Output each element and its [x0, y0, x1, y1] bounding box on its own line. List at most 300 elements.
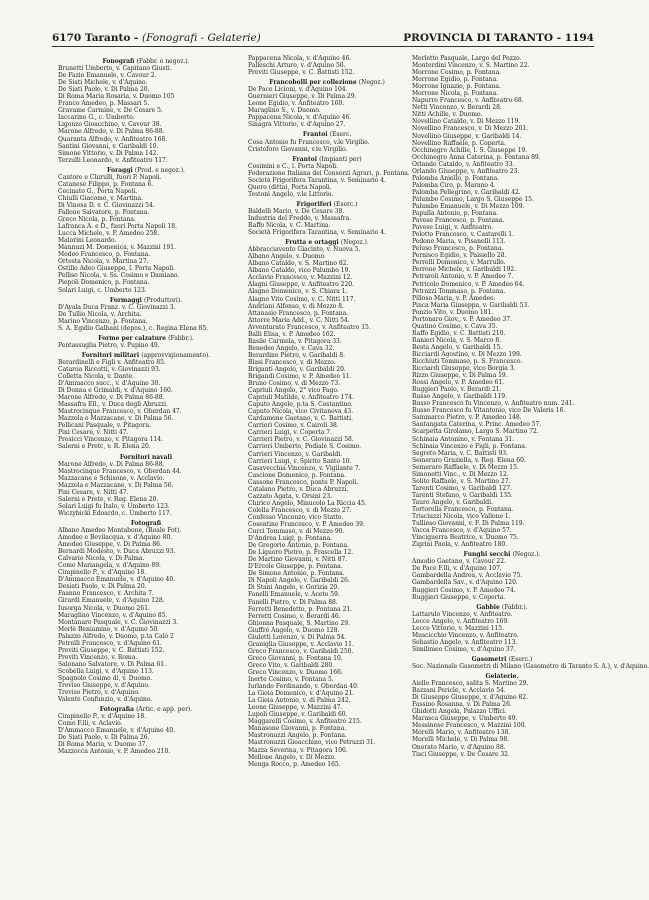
directory-entry: Solito Raffaele, v. S. Martino 27.	[412, 477, 511, 485]
category-title: Fotografi	[130, 519, 162, 527]
directory-entry: Como F.lli, v. Aclavio.	[58, 720, 123, 728]
section-name: (Fonografi - Gelaterie)	[142, 32, 261, 44]
directory-entry: Greco Vincenzo, v. Duomo 166.	[248, 668, 343, 676]
directory-entry: Federazione Italiana dei Consorzi Agrari, p. Fontana.	[248, 169, 410, 177]
category-heading	[58, 352, 234, 359]
directory-entry: Treviso Giuseppe, v. d'Aquino.	[58, 682, 150, 690]
directory-entry: Fanelli Emanuele, v. Aceto 59.	[248, 591, 340, 599]
province-name: PROVINCIA DI TARANTO	[403, 32, 554, 44]
directory-entry: Società Frigorifera Tarantina, v. Seminario 4.	[248, 176, 387, 184]
category-note: (Eserc.)	[508, 655, 533, 663]
category-title: Forme per calzature	[98, 334, 166, 342]
directory-entry: Tortorella Francesco, p. Fontana.	[412, 506, 514, 513]
directory-entry: Leone Egidio, v. Anfiteatro 160.	[248, 100, 345, 108]
category-note: (Artic. e app. per).	[136, 706, 193, 714]
directory-entry: Perrelli Domenico, v. Marrullo.	[412, 259, 506, 267]
directory-entry: Resta Angelo, v. Garibaldi 15.	[412, 343, 503, 351]
directory-entry: Mazzola e Mazzacane, v. Di Palma 56.	[58, 415, 174, 423]
directory-entry: Wiczybicki Edoardo, c. Umberto 117.	[58, 509, 172, 517]
directory-entry: Gambardella Andrea, v. Acclavio 75.	[412, 572, 523, 580]
directory-entry: S. A. Egidio Galbani (depos.), c. Regina Elena 85.	[58, 324, 209, 332]
directory-entry: Alagno Vito Cosimo, v. C. Nitti 117.	[248, 295, 356, 303]
directory-entry: Previti Giuseppe, v. C. Battisti 152.	[248, 69, 355, 77]
directory-entry: Ghionna Pasquale, S. Martino 29.	[248, 619, 350, 627]
directory-entry: Aiello Francesco, salita S. Martino 29.	[412, 680, 529, 688]
directory-entry: Sinagra Vittorio, v. d'Aquino 27.	[248, 121, 346, 129]
directory-entry: D'Andrea Luigi, p. Fontana.	[248, 535, 333, 543]
directory-entry: Maraglino S., v. Duomo.	[248, 107, 321, 115]
directory-entry: Cosimini e C., l. Porta Napoli.	[248, 162, 338, 170]
category-heading	[248, 239, 406, 246]
directory-entry: Graniglia Giuseppe, v. Acclavio 11.	[248, 640, 354, 648]
category-note: (Eserc.)	[333, 200, 358, 208]
directory-entry: Palazzo Alfredo, v. Duomo, p.ta Calò 2	[58, 632, 174, 640]
directory-entry: Morrone Cosimo, p. Fontana.	[412, 69, 502, 77]
category-title: Gelaterie.	[485, 673, 519, 681]
directory-entry: Iurlando Ferdinando, v. Oberdan 40.	[248, 683, 359, 691]
directory-entry: Brigandi Cosimo, v. P. Amedeo 11.	[248, 373, 352, 381]
category-heading	[248, 131, 406, 138]
directory-entry: Cazzato Agata, v. Orsini 23.	[248, 492, 333, 500]
directory-entry: De Pace F.lli, v. d'Aquino 107.	[412, 565, 502, 573]
directory-entry: Cimpinello P., v. d'Aquino 18.	[58, 713, 147, 721]
column-1	[58, 55, 234, 880]
directory-entry: Mannuzi M. Domenica, v. Mazzini 191.	[58, 244, 176, 252]
directory-entry: Orlando Giuseppe, v. Anfiteatro 23.	[412, 167, 520, 175]
directory-entry: Di Vinosa D. v. C. Giovinazzi 54.	[58, 201, 155, 209]
header-right: PROVINCIA DI TARANTO - 1194	[403, 32, 594, 44]
directory-entry: Marasca Giuseppe, v. Umberto 49.	[412, 715, 518, 723]
directory-entry: Marone Alfredo, v. Di Palma 86-88.	[58, 460, 165, 468]
directory-entry: Desiati Paolo, v. Di Palma 20.	[58, 583, 147, 591]
directory-entry: Portonaro Giov., v. P. Amedeo 37.	[412, 315, 513, 323]
directory-entry: Iusorga Nicola, v. Duomo 261.	[58, 604, 150, 612]
directory-entry: Curci Tommaso, v. di Mezzo 90.	[248, 528, 345, 536]
directory-entry: D'Ammacco Emanuele, v. d'Aquino 40.	[58, 576, 176, 584]
directory-entry: Maraglino Vincenzo, v. d'Aquino 85.	[58, 611, 168, 619]
directory-entry: Quaranta Alfredo, v. Anfiteatro 168.	[58, 135, 168, 143]
directory-entry: Occhinegro Achille, l. S. Giuseppe 19.	[412, 146, 528, 154]
category-heading	[58, 706, 234, 713]
directory-entry: De Martino Giovanni, v. Nitti 87.	[248, 556, 348, 564]
directory-entry: Marone Alfredo, v. Di Palma 86-88.	[58, 128, 165, 136]
directory-entry: Tarenti Cosimo, v. Garibaldi 127.	[412, 484, 512, 492]
directory-entry: Valente Confunzio, v. d'Aquino.	[58, 696, 153, 704]
directory-entry: Avventurato Francesco, v. Anfiteatro 15.	[248, 323, 371, 331]
directory-entry: Pellicani Pasquale, v. Pitagora.	[58, 422, 151, 430]
category-title: Frantoi	[292, 155, 318, 163]
directory-entry: Caputo Angelo, p.ta S. Costantino.	[248, 401, 353, 409]
page-header	[52, 32, 594, 47]
directory-entry: Calvario Nicola, v. Di Palma.	[58, 555, 145, 563]
directory-entry: Similimeo Cosimo, v. d'Aquino 37.	[412, 645, 516, 653]
directory-entry: Di Roma Maria Rosaria, v. Duomo 105	[58, 93, 175, 101]
directory-entry: Palumbo Emanuele, v. Di Mezzo 109.	[412, 202, 525, 210]
directory-entry: Morrone Ignazio, p. Fontana.	[412, 83, 501, 91]
directory-entry: Mazzacane e Schisone, v. Acclavio.	[58, 474, 165, 482]
directory-entry: Attanasio Francesco, p. Fontana.	[248, 309, 349, 317]
category-heading	[248, 79, 406, 86]
directory-entry: Di Stani Angelo, v. Gorizia 20.	[248, 584, 340, 592]
directory-entry: Palumbo Cosimo, Largo S. Giuseppe 15.	[412, 195, 534, 203]
directory-entry: Di Donna e Grimaldi, v. d'Aquino 160.	[58, 387, 173, 395]
directory-entry: Simone Vittorio, v. Di Palma 142.	[58, 149, 159, 157]
directory-entry: Berardinelli e Figli v. Anfiteatro 85.	[58, 358, 166, 366]
directory-entry: Pavese Francesco, p. Fontana.	[412, 217, 505, 225]
directory-entry: Perrone Michele, v. Garibaldi 192.	[412, 266, 517, 274]
directory-entry: Salerni e Prete, v. Reg. Elena 20.	[58, 495, 159, 503]
directory-entry: Albano Amedeo Montabone, (Reale Fot).	[58, 527, 182, 534]
directory-entry: Raffo Egidio, v. C. Battisti 210.	[412, 329, 506, 337]
directory-entry: Novellino Giuseppe, v. Garibaldi 14.	[412, 132, 522, 140]
directory-entry: Schinaia Vincenzo e Figli, p. Fontana.	[412, 442, 527, 450]
directory-entry: Industria del Freddo, v. Massafra.	[248, 214, 352, 222]
directory-entry: Amodeo e Bevilacqua, v. d'Aquino 80.	[58, 534, 173, 542]
directory-entry: Tarenti Stefano, v. Garibaldi 135.	[412, 491, 513, 499]
directory-entry: Papulla Antonio, p. Fontana.	[412, 210, 499, 218]
category-title: Fornitori militari	[81, 351, 140, 359]
directory-entry: Petraroli Antonio, v. P. Amedeo 7.	[412, 273, 514, 281]
directory-entry: Cardamone Gaetano, v. C. Battisti.	[248, 415, 354, 423]
category-title: Francobolli per collezione	[269, 79, 357, 87]
directory-entry: Santangata Caterina, v. Princ. Amedeo 57.	[412, 421, 542, 429]
directory-entry: Pini Cesare, v. Nitti 47.	[58, 429, 129, 437]
directory-entry: Segreto Maria, v. C. Battisti 93.	[412, 449, 509, 457]
directory-entry: Montanaro Pasquale, v. C. Giovinazzi 3.	[58, 618, 179, 626]
directory-entry: Bazzani Pericle, v. Acclavio 54.	[412, 687, 506, 695]
category-note: (Impianti per)	[319, 155, 362, 163]
directory-entry: Palomba Ciro, p. Marano 4.	[412, 181, 496, 189]
directory-entry: Bernardi Modesto, v. Duca Abruzzi 93.	[58, 548, 176, 556]
directory-entry: Ricciardi Agostino, v. Di Mezzo 199.	[412, 350, 522, 358]
directory-entry: Pappacena Nicola, v. d'Aquino 46.	[248, 55, 352, 62]
directory-entry: Lecce Vittorio, v. Mazzini 115.	[412, 624, 505, 632]
column-2	[248, 55, 410, 880]
directory-entry: Ponzio Vito, v. Duomo 181.	[412, 308, 494, 316]
directory-entry: Cristoforo Giovanni, v.le Virgilio.	[248, 145, 348, 153]
directory-entry: Pelotto Francesco, v. Castarelli 1.	[412, 231, 514, 239]
directory-entry: Ricchiuti Tommaso, p. S. Francesco.	[412, 358, 523, 366]
directory-entry: Nitti Achille, v. Duomo.	[412, 111, 483, 119]
directory-entry: Mastrocinque Francesco, v. Oberdan 44.	[58, 467, 182, 475]
directory-entry: Alagno Domenico, v. S. Chiara 1.	[248, 288, 348, 296]
directory-entry: Basile Carmela, v. Pitagora 33.	[248, 337, 342, 345]
directory-entry: Bruno Cosimo, v. di Mezzo 73.	[248, 380, 341, 388]
directory-entry: Gambardella Sav., v. d'Aquino 120.	[412, 579, 518, 587]
directory-entry: Scarpetta Girolamo, Largo S. Martino 72.	[412, 428, 539, 436]
directory-entry: Pilloso Maria, v. P. Amedeo.	[412, 294, 496, 302]
directory-entry: Ghidotti Angela, Palazzo Uffici.	[412, 708, 507, 716]
directory-entry: Chiulli Giacomo, v. Martina.	[58, 194, 144, 202]
directory-entry: Zigrini Paola, v. Anfiteatro 180.	[412, 541, 508, 549]
directory-entry: Novellino Francesco, v. Di Mezzo 201.	[412, 125, 529, 133]
directory-entry: Sammarco Pietro, v. P. Amedeo 148.	[412, 414, 522, 422]
directory-entry: Pernisco Egidio, v. Paisiello 28.	[412, 252, 507, 260]
directory-entry: Girardi Emanuele, v. d'Aquino 128.	[58, 597, 165, 605]
directory-entry: Guernieri Giuseppe, v. Di Palma 29.	[248, 93, 357, 101]
directory-entry: De Gregorio Antonio, p. Fontana.	[248, 542, 349, 550]
category-title: Formaggi	[109, 296, 142, 304]
directory-entry: Capriuli Angelo, 2° vico Fago.	[248, 387, 339, 395]
directory-entry: Giuletti Lorenzo, v. Di Palma 54.	[248, 633, 347, 641]
directory-entry: Simonetti Vinc., v. Di Mezzo 12.	[412, 470, 509, 478]
directory-entry: Previti Vincenzo, v. Roma.	[58, 653, 138, 661]
directory-entry: Salerni e Pretc, v. R. Elena 20.	[58, 443, 151, 451]
directory-entry: Franco Amedeo, p. Massari 5.	[58, 100, 150, 108]
directory-entry: Salonano Salvatore, v. Di Palma 61.	[58, 660, 166, 668]
directory-entry: Quero (ditta), Porta Napoli.	[248, 183, 332, 191]
directory-entry: Colella Francesco, v. di Mezzo 27.	[248, 506, 352, 514]
directory-entry: Raffo Nicola, v. C. Martina.	[248, 222, 331, 230]
directory-entry: Treviso Pietro, v. d'Aquino.	[58, 689, 140, 697]
directory-entry: Malorini Leonardo.	[58, 237, 117, 245]
directory-entry: Petrazzi Tommaso, p. Fontana.	[412, 287, 506, 295]
directory-entry: Marone Alfredo, v. Di Palma 86-88.	[58, 394, 165, 402]
directory-entry: De Pace Licioni, v. d'Aquino 104.	[248, 86, 348, 94]
directory-entry: Greco Vito, v. Garibaldi 280.	[248, 661, 335, 669]
directory-entry: Ruggieri Giuseppe, v. Coperta.	[412, 593, 506, 601]
directory-entry: Quatino Cosimo, v. Cava 35.	[412, 322, 498, 330]
directory-entry: Mazzola e Mazzacane, v. Di Palma 56.	[58, 481, 174, 489]
directory-entry: Marino Vincenzo, p. Fontana.	[58, 317, 148, 325]
directory-entry: Pelliso Nicola, v. Ss. Cosimo e Damiano.	[58, 272, 180, 280]
directory-entry: Gravame Carmine, v. De Cesare 5.	[58, 107, 163, 115]
directory-entry: Fallone Salvatore, p. Fontana.	[58, 208, 150, 216]
page-number-right: 1194	[564, 32, 594, 44]
category-heading	[58, 520, 234, 527]
directory-entry: Mastronuzzi Gioacchino, vico Petruzzi 31.	[248, 739, 376, 747]
directory-entry: Netti Vincenzo, v. Berardi 28.	[412, 104, 502, 112]
directory-entry: Carrieri Cosimo, v. Cairoli 38.	[248, 422, 339, 430]
category-heading	[58, 167, 234, 174]
directory-entry: Brunetti Umberto, v. Capitano Giusti.	[58, 65, 172, 73]
directory-entry: Sebastio Angelo, v. Anfiteatro 113.	[412, 638, 518, 646]
category-title: Frigoriferi	[296, 200, 332, 208]
column-3	[412, 55, 649, 880]
directory-entry: Palomba Pellegrino, v. Garibaldi 42.	[412, 188, 521, 196]
directory-entry: Chirico Angelo, Minucolo La Riccia 45.	[248, 499, 367, 507]
category-heading	[412, 604, 592, 611]
directory-entry: Tullieso Giovanni, v. F. Di Palma 119.	[412, 520, 525, 528]
directory-entry: Catanese Filippo, p. Fontana 6.	[58, 180, 154, 188]
directory-entry: Faanno Francesco, v. Archita 7.	[58, 590, 154, 598]
directory-entry: Morelli Michele, v. Di Palma 98.	[412, 736, 510, 744]
category-heading	[248, 201, 406, 208]
directory-entry: Cimpinello P., v. d'Aquino 18.	[58, 569, 147, 577]
directory-entry: Carrieri Vincenzo, v. Garibaldi.	[248, 450, 343, 458]
directory-entry: Berardino Pietro, v. Garibaldi 8.	[248, 351, 346, 359]
directory-entry: Baldelli Mario, v. De Cesare 38.	[248, 207, 345, 215]
directory-entry: Attorre Maria Add., v. C. Nitti 54.	[248, 316, 350, 324]
directory-entry: Iaccarino G., c. Umberto.	[58, 114, 135, 122]
directory-entry: Manasone Giovanni, p. Fontana.	[248, 725, 347, 733]
directory-entry: Ligonzo Gioacchino, v. Cavour 38.	[58, 121, 162, 129]
category-title: Fotografia	[99, 706, 134, 714]
directory-entry: Ferretti Cosimo, v. Berardi 46.	[248, 612, 341, 620]
directory-entry: Cecinato G., Porta Napoli.	[58, 187, 138, 195]
directory-entry: D'Ammacco succ., v. d'Aquino 30.	[58, 380, 161, 388]
directory-entry: Tauro Angelo, v. Garibaldi.	[412, 498, 493, 506]
directory-entry: De Siati Paolo, v. Di Palma 26.	[58, 734, 150, 742]
directory-entry: Cataroa Riccotti, v. Giovinazzi 93.	[58, 365, 161, 373]
directory-entry: Lafranca A. e D., fuori Porta Napoli 18.	[58, 223, 177, 231]
directory-entry: Semeraro Raffaele, v. Di Mezzo 15.	[412, 463, 519, 471]
category-note: (Negoz.).	[340, 239, 369, 247]
directory-entry: Scobella Luigi, v. d'Aquino 113.	[58, 667, 154, 675]
directory-entry: Solari Luigi, c. Umberto 123.	[58, 286, 147, 294]
directory-entry: Greco Francesco, v. Garibaldi 250.	[248, 647, 354, 655]
category-heading	[58, 454, 234, 461]
category-title: Frantoi	[302, 131, 328, 139]
directory-entry: Società Frigorifera Tarantina, v. Seminario 4.	[248, 229, 387, 237]
directory-entry: Ostillo Adeo Giuseppe, l. Porta Napoli.	[58, 265, 176, 273]
directory-entry: Napurro Francesco, v. Anfiteatro 68.	[412, 97, 524, 105]
directory-entry: Lattarulo Vincenzo, v. Anfiteatro.	[412, 610, 513, 618]
directory-entry: Balli Elisa, v. P. Amedeo 162.	[248, 330, 336, 338]
directory-entry: Briganti Angelo, v. Garibaldi 20.	[248, 365, 346, 373]
directory-entry: Testoni Angelo, v.le Littorio.	[248, 190, 334, 198]
directory-entry: Greco Giovanni, p. Fontana 10.	[248, 654, 343, 662]
category-title: Fornitori navali	[119, 453, 173, 461]
directory-entry: Casavecchia Vincenzo, v. Vigilante 7.	[248, 464, 361, 472]
directory-entry: Presicci Vincenzo, v. Pitagora 114.	[58, 436, 163, 444]
directory-entry: Previti Giuseppe, v. C. Battisti 152.	[58, 646, 165, 654]
category-note: (Fabbr.).	[501, 603, 528, 611]
directory-entry: Ricciardi Giuseppe, vico Borgia 3.	[412, 365, 516, 373]
category-note: (Produttori).	[144, 296, 183, 304]
category-note: (Fabbr. e negoz.).	[136, 58, 190, 65]
directory-entry: Rizzo Giuseppe, v. Di Palma 19.	[412, 372, 508, 380]
header-left: 6170 Taranto - (Fonografi - Gelaterie)	[52, 32, 261, 44]
directory-entry: Colletta Nicola, v. Dante.	[58, 373, 134, 381]
directory-entry: De Liguoro Pietro, p. Frascella 12.	[248, 549, 354, 557]
directory-entry: Cosa Antonio fu Francesco, v.le Virgilio.	[248, 138, 370, 146]
directory-entry: Pavese Luigi, v. Anfiteatro.	[412, 224, 494, 232]
directory-entry: Palleschi Arturo, v. d'Aquino 50.	[248, 62, 346, 70]
directory-entry: Carrieri Umberto, Podiale S. Cosimo.	[248, 443, 362, 451]
directory-entry: De Siati Paolo, v. Di Palma 20.	[58, 86, 150, 94]
directory-entry: Ruggieri Paolo, v. Berardi 21.	[412, 386, 502, 394]
directory-entry: Morlè Beniamino, v. d'Aquino 50.	[58, 625, 160, 633]
directory-entry: Mazzocca Antonio, v. P. Amedeo 210.	[58, 748, 171, 756]
directory-entry: Massafra Ell., v. Duca degli Abruzzi.	[58, 401, 169, 409]
directory-entry: Trisciuzzi Nicola, vico Vallone 1.	[412, 513, 511, 521]
directory-entry: Maggarelli Cosimo, v. Anfiteatro 215.	[248, 718, 362, 726]
directory-entry: Fassino Rosanna, v. Di Palma 26.	[412, 701, 512, 709]
directory-entry: Abbracciavento Giacinto, v. Nuova 5.	[248, 246, 361, 254]
directory-entry: Benedeo Angelo, v. Cava 32.	[248, 344, 335, 352]
directory-entry: Ortesta Nicola, v. Martina 27.	[58, 258, 149, 266]
directory-entry: Modeo Francesco, p. Fontana.	[58, 251, 151, 259]
directory-entry: Cantore e Chirulli, fuori P. Napoli.	[58, 173, 162, 181]
directory-entry: Petrelli Francesco, v. d'Aquino 61.	[58, 639, 162, 647]
directory-entry: Santini Giovanni, v. Garibaldi 10.	[58, 142, 159, 150]
directory-entry: Giuffrè Angelo, v. Duomo 128.	[248, 626, 340, 634]
page-number-left: 6170	[52, 32, 82, 44]
directory-entry: Amodeo Giuseppe, v. Di Palma 86.	[58, 541, 162, 549]
directory-entry: Messinese Francesco, v. Mazzini 100.	[412, 722, 527, 730]
directory-entry: Cassone Francesco, ponte P. Napoli.	[248, 478, 359, 486]
directory-entry: Andriani Alfonso, v. di Mezzo 8.	[248, 302, 344, 310]
directory-entry: Pini Cesare, v. Nitti 47.	[58, 488, 129, 496]
category-note: (Eserc.	[329, 131, 352, 139]
directory-entry: D'Ayala Duca Franz. v. C. Giovinazzi 3.	[58, 303, 176, 311]
directory-entry: Di Roma Maria, v. Duomo 37.	[58, 741, 148, 749]
directory-entry: De Simone Antonio, p. Fontana.	[248, 570, 345, 578]
directory-entry: La Gioia Domenico, v. d'Aquino 21.	[248, 690, 355, 698]
directory-entry: Ferretti Benedetto, p. Fontana 21.	[248, 605, 353, 613]
directory-entry: De Fazio Emanuele, v. Cavour 2.	[58, 72, 157, 80]
directory-entry: Mazza Severina, v. Pitagora 106.	[248, 746, 348, 754]
directory-entry: Soc. Nazionale Gasometri di Milano (Gasometro di Taranto S. A.), v. d'Aquino.	[412, 662, 649, 670]
directory-entry: Capriuli Matilde, v. Anfiteatro 174.	[248, 394, 354, 402]
directory-entry: De Siati Michele, v. d'Aquino.	[58, 79, 148, 87]
directory-entry: Di Giuseppe Giuseppe, v. d'Aquino 82.	[412, 694, 529, 702]
directory-entry: Morelli Mario, v. Anfiteatro 138.	[412, 729, 511, 737]
category-title: Frutta e ortaggi	[285, 239, 339, 247]
directory-entry: Albano Cataldo, v. S. Martino 82.	[248, 260, 349, 268]
directory-entry: Semeraro Graziella, v. Reg. Elena 60.	[412, 456, 526, 464]
directory-entry: Tisci Giuseppe, v. De Cesare 32.	[412, 750, 510, 758]
directory-entry: Di Napoli Angelo, v. Garibaldi 26.	[248, 577, 350, 585]
category-note: (Negoz.)	[358, 79, 385, 87]
category-note: (Fabbr.).	[168, 334, 194, 342]
directory-entry: Peluso Francesco, p. Fontana.	[412, 245, 504, 253]
directory-entry: Schinaia Antonino, v. Fontana 31.	[412, 435, 515, 443]
directory-entry: Solari Luigi fu Italo, v. Umberto 123.	[58, 502, 170, 510]
directory-entry: Piepoli Domenico, p. Fontana.	[58, 279, 150, 287]
category-note: (Prod. e negoz.).	[134, 166, 185, 174]
directory-entry: Albano Angelo, v. Duomo.	[248, 253, 326, 261]
category-heading	[58, 58, 234, 65]
category-title: Foraggi	[107, 166, 133, 174]
directory-entry: De Tullio Nicola, v. Archita.	[58, 310, 142, 318]
directory-entry: Catalano Pietro, v. Duca Abruzzi.	[248, 485, 349, 493]
directory-entry: Pappacena Nicola, v. d'Aquino 46.	[248, 114, 352, 122]
category-title: Gabbie	[476, 603, 500, 611]
category-heading	[58, 297, 234, 304]
directory-entry: Carrieri Luigi, v. Coperta 7.	[248, 429, 332, 437]
directory-entry: Orlando Cataldo, v. Anfiteatro 33.	[412, 160, 515, 168]
category-heading	[412, 673, 592, 680]
directory-entry: Inerte Cosimo, v. Fontana 5.	[248, 676, 334, 684]
directory-entry: Lupoli Giuseppe, v. Garibaldi 60.	[248, 711, 348, 719]
category-heading	[412, 551, 592, 558]
directory-entry: Monterdini Vincenzo, v. S. Martino 22.	[412, 62, 530, 70]
directory-entry: Menga Rocco, p. Amedeo 165.	[248, 760, 341, 768]
directory-entry: Occhinegro Anna Caterina, p. Fontana 89.	[412, 153, 541, 161]
directory-entry: Novellino Cataldo, v. Di Mezzo 119.	[412, 118, 521, 126]
directory-entry: Carrieri Pietro, v. C. Giovinazzi 58.	[248, 436, 354, 444]
directory-entry: Greco Nicola, p. Fontana.	[58, 216, 136, 224]
directory-entry: Russo Francesco fu Vitantonio, vico De Valeris 16.	[412, 407, 566, 415]
directory-entry: Morrone Egidio, p. Fontana.	[412, 76, 499, 84]
directory-entry: Palomba Aniello, p. Fontana.	[412, 174, 500, 182]
directory-entry: Pentassuglia Pietro, v. Pupino 49.	[58, 341, 160, 349]
directory-entry: Alagni Giuseppe, v. Anfiteatro 220.	[248, 281, 355, 289]
directory-entry: Albano Cataldo, vico Palumbo 19.	[248, 267, 351, 275]
directory-entry: Spagnolo Cosimo di, v. Duomo.	[58, 674, 153, 682]
directory-entry: Rossi Angelo, v. P. Amedeo 61.	[412, 379, 505, 387]
category-title: Funghi secchi	[463, 551, 511, 559]
category-heading	[412, 656, 592, 663]
directory-entry: Carrieri Luigi, v. Spirito Santo 10.	[248, 457, 352, 465]
directory-entry: Russo Angelo, v. Garibaldi 119.	[412, 393, 508, 401]
city-name: Taranto	[84, 32, 131, 44]
directory-entry: Fanelli Pietro, v. Di Palma 88.	[248, 598, 338, 606]
directory-entry: Terzulli Leonardo, v. Anfiteatro 117.	[58, 156, 168, 164]
directory-entry: Lecce Angelo, v. Anfiteatro 169.	[412, 617, 510, 625]
